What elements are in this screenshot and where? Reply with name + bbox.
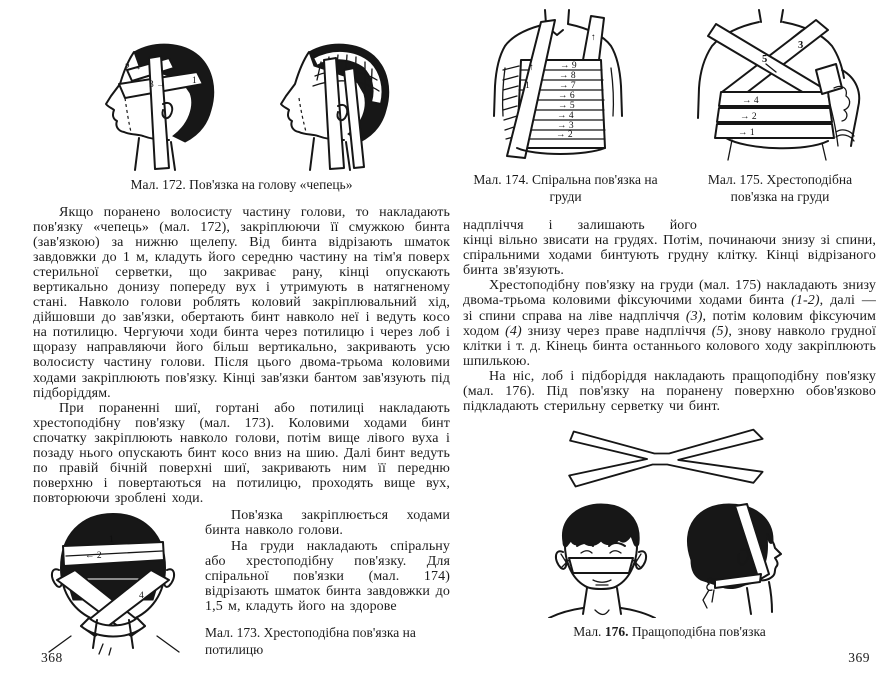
figure-175-illustration: [666, 8, 876, 163]
fig175-label-5: 5: [762, 54, 768, 65]
text-run: , далі — зі спини справа на ліве надпліччя: [463, 293, 876, 324]
figure-173-caption: Мал. 173. Хрестоподібна пов'язка на потилицю: [205, 625, 416, 657]
fig175-label-1: → 1: [738, 128, 755, 138]
text-run: знизу через праве надпліччя: [521, 323, 712, 339]
fig174-strip-4: → 4: [557, 111, 574, 121]
figure-174-illustration: [463, 8, 655, 163]
page-number-right: 369: [848, 650, 870, 665]
fig172-label-1: 1: [191, 76, 197, 86]
fig175-label-2: → 2: [740, 112, 757, 122]
figure-176-caption: [463, 624, 876, 641]
figure-172-illustration: [77, 36, 407, 172]
text-run: Хрестоподібну пов'язку на груди (мал. 175) накладають знизу двома-трьома коловими фіксуючими ходами бинта: [463, 278, 876, 309]
caption-number: 176.: [604, 624, 629, 640]
fig174-strip-5: → 5: [558, 101, 575, 111]
figure-176: [539, 496, 801, 618]
fig175-label-4: → 4: [742, 96, 759, 106]
fig174-strip-7: → 7: [559, 81, 576, 91]
fig174-strip-2: → 2: [556, 130, 573, 140]
fig174-strap2-arrow: ↑: [591, 33, 596, 43]
figure-176-illustration: [539, 496, 801, 618]
figure-175: [666, 8, 876, 166]
figure-174-caption: Мал. 174. Спіральна пов'язка на груди: [473, 172, 658, 204]
right-page: [463, 0, 876, 684]
figure-174: [463, 8, 655, 166]
fig174-strip-8: → 8: [559, 71, 576, 81]
fig174-strip-3: → 3: [557, 121, 574, 131]
sling-bandage-illustration: [555, 426, 785, 492]
paragraph-chepets: Якщо поранено волосисту частину голови, то накладають пов'язку «чепець» (мал. 172), закріплюючи її смужкою бинта (зав'язкою) за нижню щелепу. Від бинта відрізають шматок завдовжки до 1 м, кладуть його середню частину на тім'я поверх стерильної серветки, що закриває рану, кінці опускають вертикально донизу попереду вух і утримують в натягненому стані. Навколо голови роблять коловий закріплювальний хід, дійшовши до зав'язки, обертають бинт навколо неї і ведуть косо на потилицю. Чергуючи ходи бинта через потилицю і через лоб і щоразу направляючи його більш вертикально, закривають усю волосисту частину голови. Після цього двома-трьома коловими ходами закріплюють пов'язку. Кінці зав'язки бантом зав'язують під підборіддям.: [33, 204, 450, 401]
figure-172: [77, 36, 407, 172]
figure-173-illustration: [33, 508, 195, 656]
page-number-left: 368: [41, 650, 63, 665]
ref-3: (3): [685, 308, 703, 324]
fig173-label-2: ← 2: [85, 551, 102, 562]
paragraph-continuation-line: надпліччя і залишають його: [463, 218, 697, 233]
caption-rest: Пращоподібна пов'язка: [628, 624, 766, 640]
paragraph-sling: На ніс, лоб і підборіддя накладають пращоподібну пов'язку (мал. 176). Під пов'язку на поранену поверхню обов'язково підкладають стерильну серветку чи бинт.: [463, 368, 876, 415]
fig172-label-3: 3 →: [148, 80, 166, 90]
left-page: [33, 0, 450, 684]
paragraph-chest-intro: На груди накладають спіральну або хрестоподібну пов'язку. Для спіральної пов'язки (мал. 174) відрізають шматок бинта завдовжки до 1,5 м, кладуть його на здорове: [205, 538, 450, 614]
fig174-strap-arrow: ↑: [529, 63, 534, 73]
figure-172-caption: Мал. 172. Пов'язка на голову «чепець»: [130, 177, 353, 192]
paragraph-cross-neck: При пораненні шиї, гортані або потилиці накладають хрестоподібну пов'язку (мал. 173). Коловими ходами бинт спочатку закріплюють навколо голови, потім вище лівого вуха і позаду нього опускають бинт косо вниз на шию. Далі бинт ведуть по правій бічній поверхні шиї, закривають ним її передню поверхню і повертаються на потилицю, проходять вище вух, повторюючи зроблені ходи.: [33, 400, 450, 507]
ref-4: (4): [505, 323, 522, 339]
paragraph-cross-chest: [463, 278, 876, 369]
text-run: , потім коловим фіксуючим ходом: [463, 308, 876, 339]
fig174-strap-label: 1: [525, 81, 530, 91]
text-run: , знову навколо грудної клітки і т. д. Кінець бинта останнього колового ходу закріплюють шпилькою.: [463, 323, 876, 369]
fig172-label-2: 2 →: [124, 63, 142, 73]
caption-prefix: Мал.: [573, 624, 605, 640]
fig175-label-3: 3: [798, 40, 804, 51]
ref-1-2: (1-2): [791, 293, 820, 309]
fig173-label-1: 1: [109, 535, 114, 546]
fig174-strip-9: → 9: [560, 61, 577, 71]
ref-5: (5): [711, 323, 729, 339]
paragraph-spiral-chest: кінці вільно звисати на грудях. Потім, починаючи знизу зі спини, спіральними ходами бинтують грудну клітку. Кінці відрізаного бинта зв'язують.: [463, 233, 876, 279]
paragraph-fixing: Пов'язка закріплюється ходами бинта навколо голови.: [205, 508, 450, 539]
fig173-label-4: 4: [139, 591, 144, 602]
fig174-strip-6: → 6: [558, 91, 575, 101]
figure-173: [33, 508, 201, 661]
sling-bandage-spread: [555, 426, 785, 492]
figure-175-caption: Мал. 175. Хрестоподібна пов'язка на груди: [707, 172, 853, 204]
